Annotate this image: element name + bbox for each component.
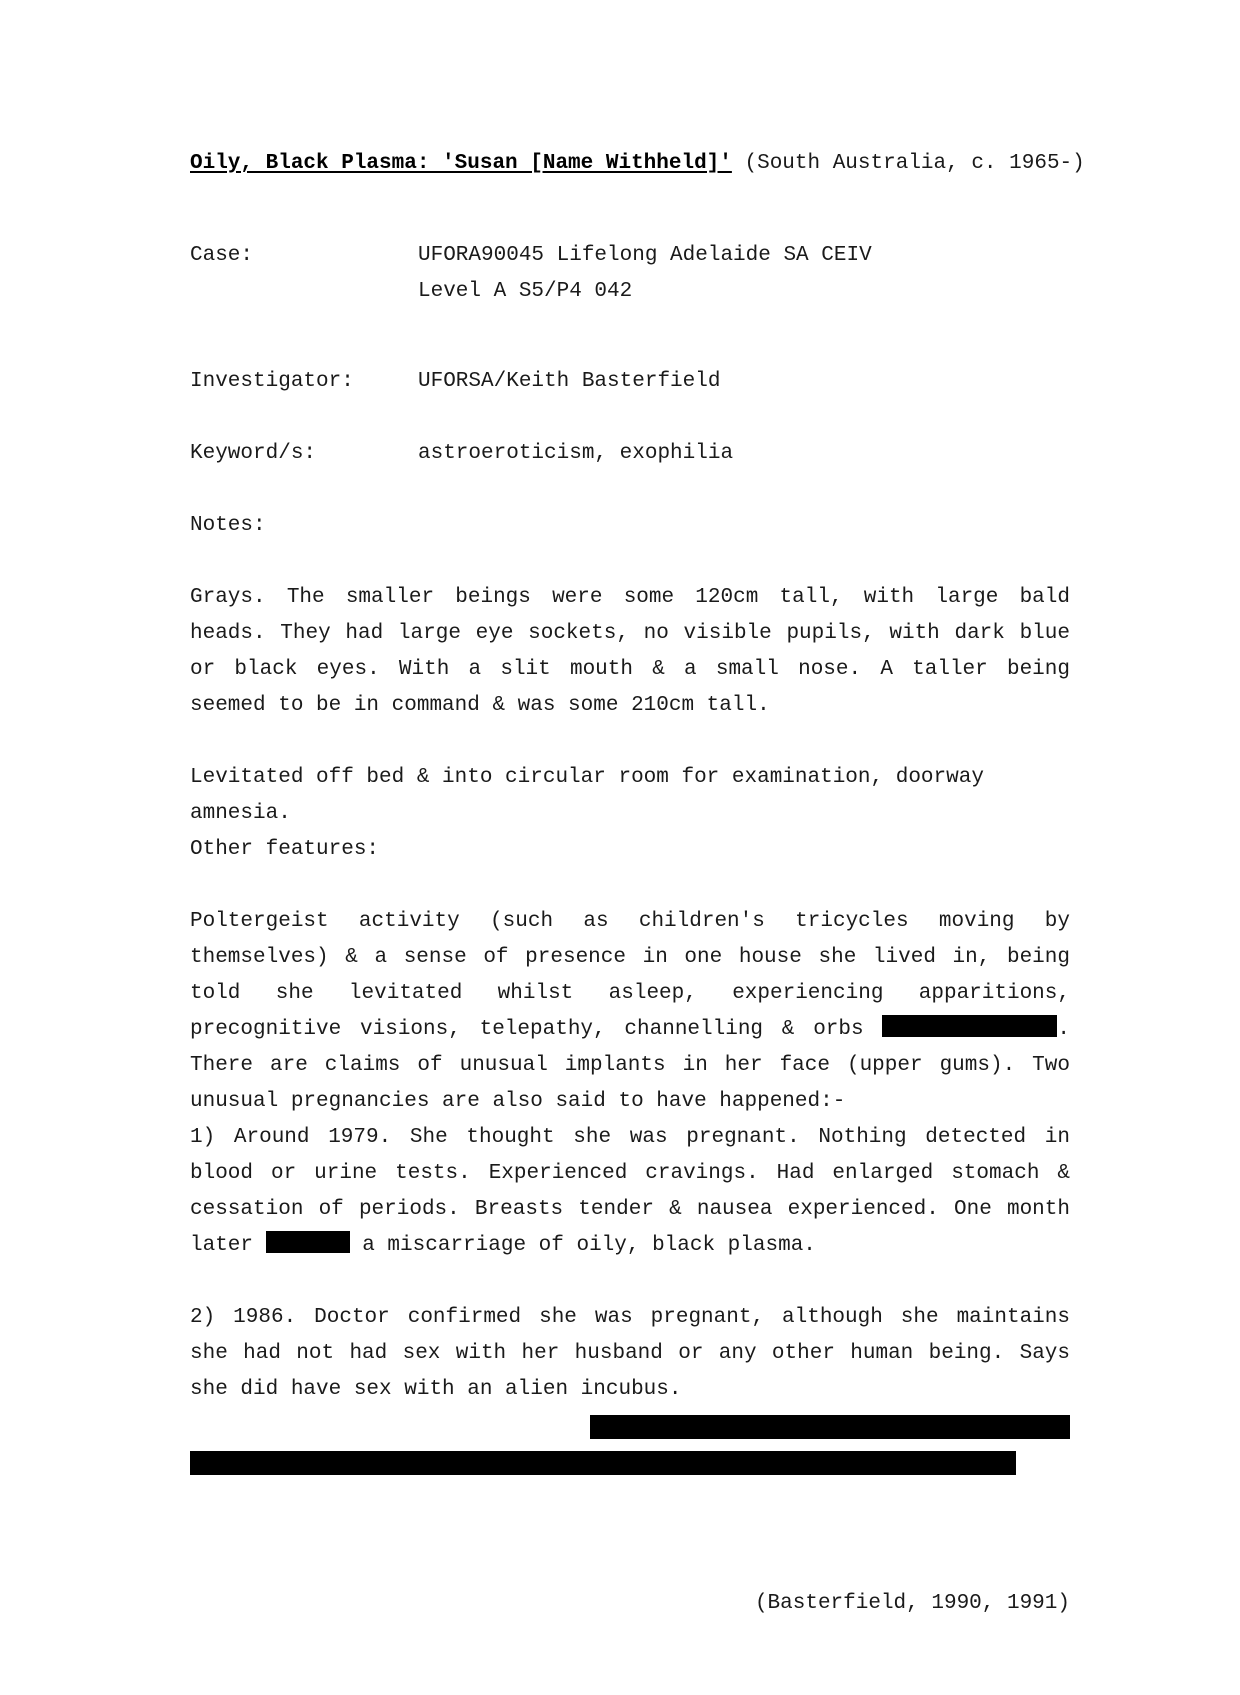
case-value-line1: UFORA90045 Lifelong Adelaide SA CEIV	[418, 244, 872, 267]
other-features-label: Other features:	[190, 838, 380, 861]
investigator-label: Investigator:	[190, 370, 354, 393]
citation: (Basterfield, 1990, 1991)	[754, 1592, 1070, 1615]
document-page	[190, 0, 1085, 1695]
document-title	[190, 146, 1085, 182]
redaction-bar	[590, 1415, 1070, 1439]
keywords-label: Keyword/s:	[190, 442, 317, 465]
investigator-value: UFORSA/Keith Basterfield	[418, 370, 721, 393]
redaction-bar	[266, 1231, 350, 1253]
redaction-bar	[882, 1015, 1057, 1037]
pregnancy-item-2-text: 2) 1986. Doctor confirmed she was pregnant, although she maintains she had not had sex with her husband or any other human being. Says she did have sex with an alien incubus.	[190, 1306, 1070, 1401]
title-location: (South Australia, c. 1965-)	[731, 152, 1085, 175]
keywords-value: astroeroticism, exophilia	[418, 442, 734, 465]
notes-paragraph-levitation: Levitated off bed & into circular room for examination, doorway amnesia.	[190, 766, 984, 825]
case-value-line2: Level A S5/P4 042	[418, 280, 633, 303]
pregnancy-item-1	[190, 1120, 1070, 1264]
pregnancy-item-1-text-1: 1) Around 1979. She thought she was pregnant. Nothing detected in blood or urine tests. Experienced cravings. Had enlarged stomach & cessation of periods. Breasts tender & nausea experienced. One month later	[190, 1126, 1070, 1257]
redaction-bar	[190, 1451, 1016, 1475]
notes-label: Notes:	[190, 514, 266, 537]
pregnancy-item-2	[190, 1300, 1070, 1408]
other-features-text-2: . There are claims of unusual implants in her face (upper gums). Two unusual pregnancies are also said to have happened:-	[190, 1018, 1070, 1113]
title-bold: Oily, Black Plasma: 'Susan [Name Withheld]'	[190, 152, 732, 175]
other-features-text-1: Poltergeist activity (such as children's tricycles moving by themselves) & a sense of presence in one house she lived in, being told she levitated whilst asleep, experiencing apparitions, precognitive visions, telepathy, channelling & orbs	[190, 910, 1070, 1041]
notes-paragraph-description: Grays. The smaller beings were some 120cm tall, with large bald heads. They had large eye sockets, no visible pupils, with dark blue or black eyes. With a slit mouth & a small nose. A taller being seemed to be in command & was some 210cm tall.	[190, 586, 1070, 717]
other-features-paragraph	[190, 904, 1070, 1120]
pregnancy-item-1-text-2: a miscarriage of oily, black plasma.	[349, 1234, 816, 1257]
case-label: Case:	[190, 244, 254, 267]
